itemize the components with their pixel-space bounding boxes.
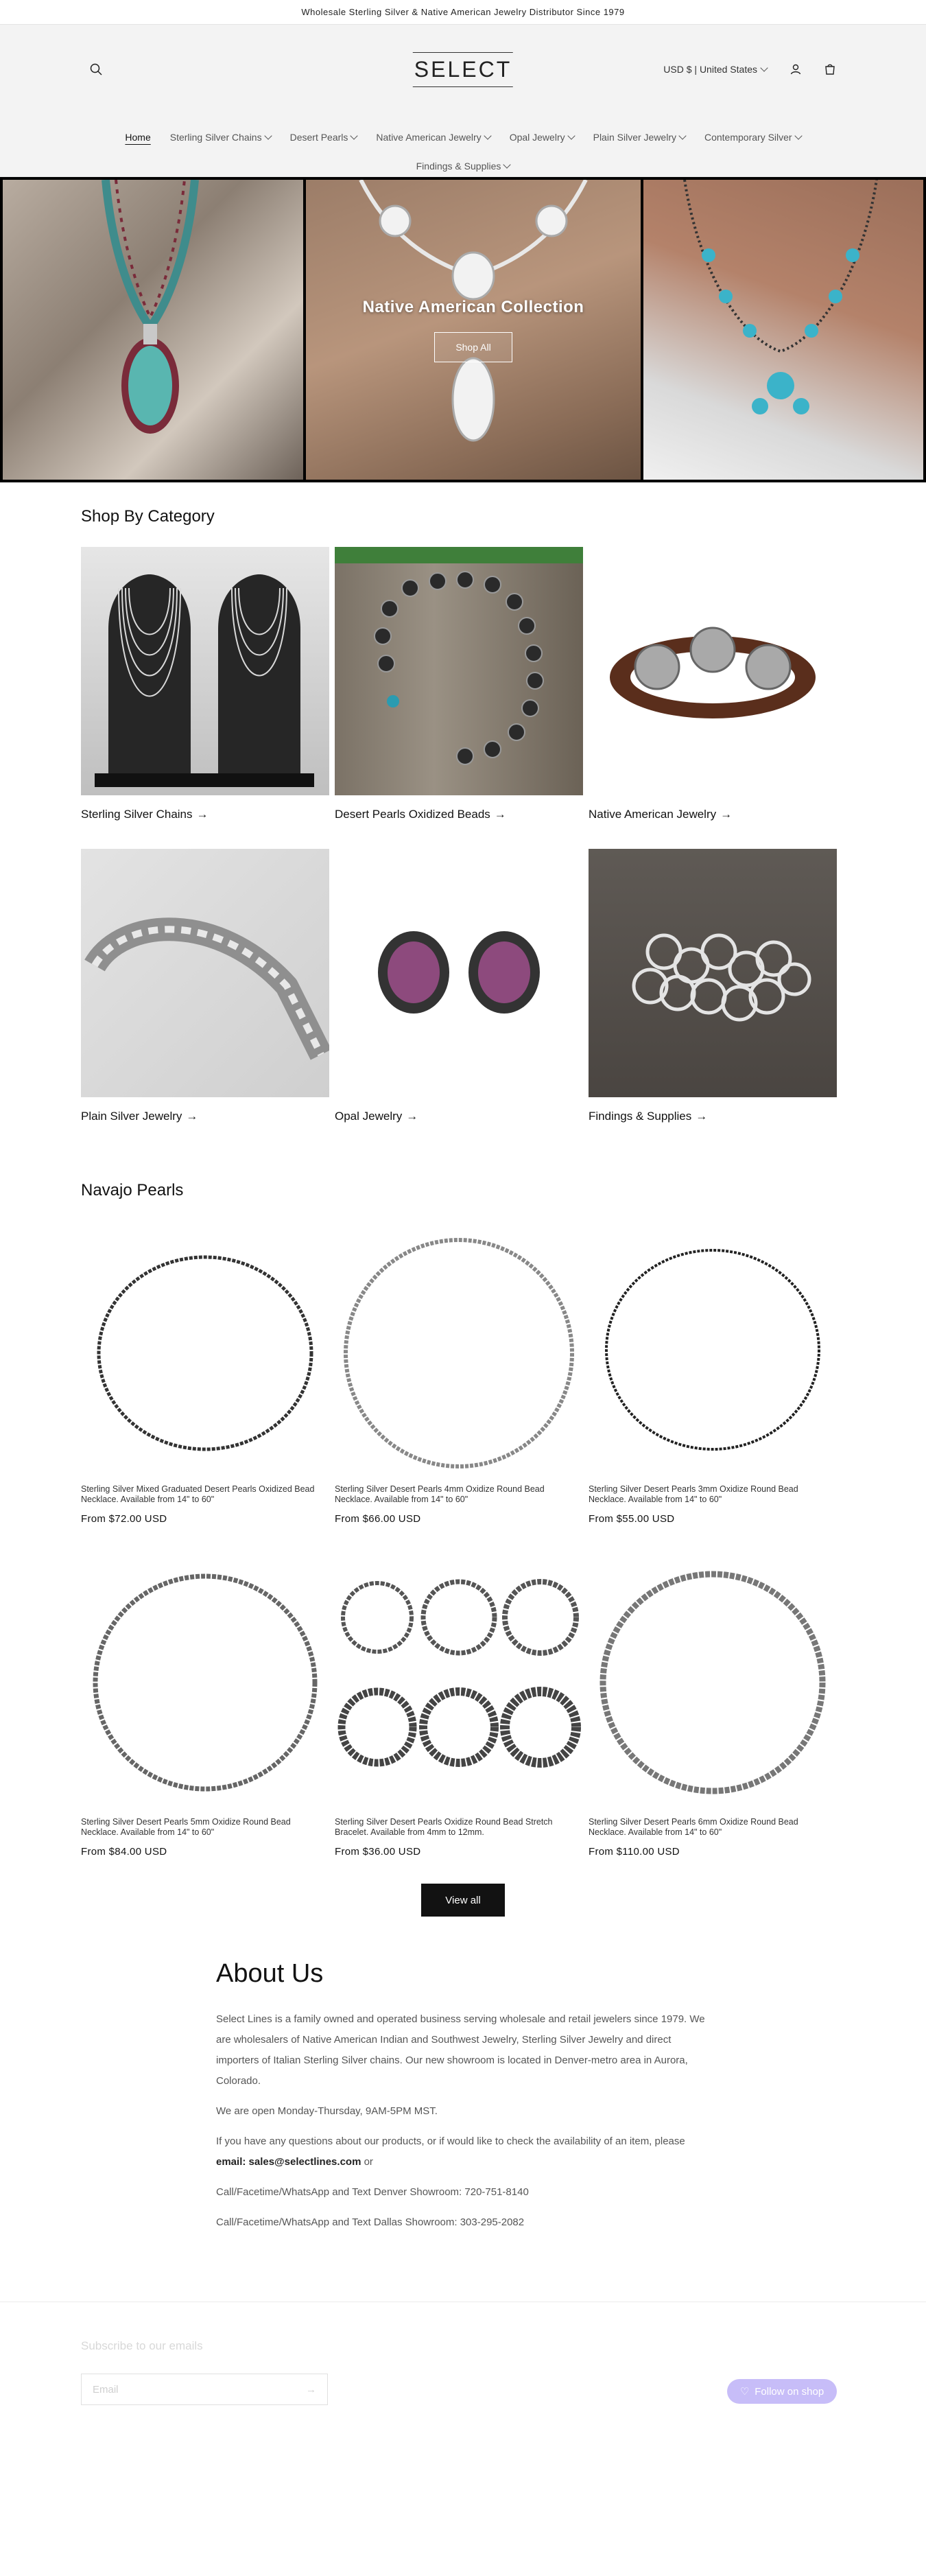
hero-image-white-buffalo-necklace: [306, 180, 641, 480]
email-placeholder: Email: [93, 2383, 119, 2396]
nav-plain-silver-jewelry[interactable]: [593, 132, 685, 143]
currency-label: USD $ | United States: [663, 64, 757, 75]
main-nav-row-2: [0, 161, 926, 172]
category-label: [335, 808, 583, 821]
chevron-down-icon: [794, 132, 802, 139]
product-title: Sterling Silver Desert Pearls 4mm Oxidize Round Bead Necklace. Available from 14" to 60": [335, 1484, 545, 1504]
hero-title: Native American Collection: [362, 297, 584, 316]
product-price: From $55.00 USD: [589, 1513, 675, 1525]
category-label: [589, 808, 837, 821]
product-card[interactable]: [335, 1559, 583, 1858]
view-all-button[interactable]: View all: [421, 1884, 505, 1917]
site-header: [0, 25, 926, 177]
about-contact-paragraph: [216, 2131, 710, 2173]
heart-icon: ♡: [739, 2386, 750, 2398]
search-icon[interactable]: [81, 54, 111, 84]
nav-findings-supplies[interactable]: [416, 161, 510, 172]
chevron-down-icon: [264, 132, 272, 139]
category-image: [335, 849, 583, 1097]
arrow-right-icon: →: [186, 1110, 198, 1123]
nav-label: Home: [125, 132, 151, 143]
chevron-down-icon: [678, 132, 686, 139]
follow-on-shop-button[interactable]: [727, 2379, 837, 2404]
nav-label: Native American Jewelry: [376, 132, 482, 143]
shop-all-button[interactable]: Shop All: [434, 332, 512, 362]
account-icon[interactable]: [781, 54, 811, 84]
arrow-right-icon[interactable]: →: [306, 2383, 316, 2396]
shop-by-category: [81, 482, 845, 1123]
product-image: [335, 1226, 583, 1475]
cart-icon[interactable]: [815, 54, 845, 84]
nav-desert-pearls[interactable]: [290, 132, 357, 143]
chevron-down-icon: [484, 132, 491, 139]
site-logo[interactable]: SELECT: [413, 52, 513, 87]
nav-home[interactable]: [125, 132, 150, 143]
product-card[interactable]: [81, 1559, 329, 1858]
product-price: From $66.00 USD: [335, 1513, 421, 1525]
product-price: From $84.00 USD: [81, 1846, 167, 1858]
chevron-down-icon: [567, 132, 575, 139]
product-card[interactable]: [589, 1559, 837, 1858]
product-title: Sterling Silver Desert Pearls Oxidize Round Bead Stretch Bracelet. Available from 4mm to 12mm.: [335, 1817, 553, 1837]
category-label-text: Native American Jewelry: [589, 808, 717, 821]
nav-label: Sterling Silver Chains: [169, 132, 262, 143]
about-denver-phone: Call/Facetime/WhatsApp and Text Denver Showroom: 720-751-8140: [216, 2186, 529, 2198]
nav-contemporary-silver[interactable]: [704, 132, 801, 143]
category-image: [335, 547, 583, 795]
product-image: [81, 1559, 329, 1807]
chevron-down-icon: [503, 161, 511, 168]
about-hours: We are open Monday-Thursday, 9AM-5PM MST.: [216, 2105, 438, 2117]
product-title: Sterling Silver Desert Pearls 3mm Oxidize Round Bead Necklace. Available from 14" to 60": [589, 1484, 798, 1504]
product-title: Sterling Silver Desert Pearls 6mm Oxidize Round Bead Necklace. Available from 14" to 60": [589, 1817, 798, 1837]
about-contact-text: If you have any questions about our products, or if would like to check the availability of an item, please: [216, 2135, 685, 2147]
follow-label: Follow on shop: [755, 2385, 824, 2398]
category-label-text: Findings & Supplies: [589, 1110, 692, 1123]
site-footer: [0, 2302, 926, 2576]
collection-title: Navajo Pearls: [81, 1181, 184, 1199]
hero-banner: [0, 177, 926, 482]
currency-selector[interactable]: [663, 64, 767, 75]
category-image: [81, 849, 329, 1097]
category-card-native-american-jewelry[interactable]: [589, 547, 837, 821]
subscribe-title: Subscribe to our emails: [81, 2339, 203, 2352]
nav-sterling-silver-chains[interactable]: [170, 132, 271, 143]
product-image: [335, 1559, 583, 1807]
nav-native-american-jewelry[interactable]: [376, 132, 490, 143]
about-email-link[interactable]: email: sales@selectlines.com: [216, 2156, 361, 2168]
view-all-wrap: [81, 1884, 845, 1917]
header-actions: [663, 54, 845, 84]
category-label: [81, 1110, 329, 1123]
about-us-section: [216, 1917, 710, 2302]
category-label-text: Plain Silver Jewelry: [81, 1110, 182, 1123]
main-nav: [0, 132, 926, 143]
announcement-bar: [0, 0, 926, 25]
nav-label: Desert Pearls: [289, 132, 348, 143]
arrow-right-icon: →: [720, 808, 733, 821]
product-price: From $72.00 USD: [81, 1513, 167, 1525]
category-card-plain-silver-jewelry[interactable]: [81, 849, 329, 1123]
nav-label: Opal Jewelry: [509, 132, 565, 143]
hero-image-turquoise-necklace: [3, 180, 303, 480]
category-card-desert-pearls[interactable]: [335, 547, 583, 821]
nav-label: Findings & Supplies: [416, 161, 501, 172]
product-price: From $36.00 USD: [335, 1846, 421, 1858]
nav-label: Contemporary Silver: [704, 132, 792, 143]
email-input[interactable]: [81, 2374, 328, 2405]
product-image: [589, 1559, 837, 1807]
category-label-text: Desert Pearls Oxidized Beads: [335, 808, 490, 821]
product-title: Sterling Silver Mixed Graduated Desert Pearls Oxidized Bead Necklace. Available from 14" to 60": [81, 1484, 315, 1504]
nav-label: Plain Silver Jewelry: [593, 132, 676, 143]
product-card[interactable]: [335, 1226, 583, 1525]
chevron-down-icon: [351, 132, 358, 139]
category-label: [335, 1110, 583, 1123]
category-card-opal-jewelry[interactable]: [335, 849, 583, 1123]
product-card[interactable]: [589, 1226, 837, 1525]
about-dallas-phone: Call/Facetime/WhatsApp and Text Dallas Showroom: 303-295-2082: [216, 2216, 525, 2228]
announcement-text: Wholesale Sterling Silver & Native American Jewelry Distributor Since 1979: [301, 7, 625, 17]
product-card[interactable]: [81, 1226, 329, 1525]
category-card-findings-supplies[interactable]: [589, 849, 837, 1123]
category-card-sterling-silver-chains[interactable]: [81, 547, 329, 821]
arrow-right-icon: →: [696, 1110, 708, 1123]
featured-collection-navajo-pearls: [81, 1123, 845, 1917]
about-title: About Us: [216, 1959, 324, 1988]
arrow-right-icon: →: [494, 808, 506, 821]
product-title: Sterling Silver Desert Pearls 5mm Oxidize Round Bead Necklace. Available from 14" to 60": [81, 1817, 291, 1837]
category-image: [589, 849, 837, 1097]
about-contact-text: or: [361, 2156, 373, 2168]
product-image: [589, 1226, 837, 1475]
about-paragraph: Select Lines is a family owned and operated business serving wholesale and retail jewelers since 1979. We are wholesalers of Native American Indian and Southwest Jewelry, Sterling Silver Jewelry and direct importers of Italian Sterling Silver chains. Our new showroom is located in Denver-metro area in Aurora, Colorado.: [216, 2013, 705, 2087]
category-label-text: Opal Jewelry: [335, 1110, 403, 1123]
hero-content: [306, 180, 641, 480]
category-label-text: Sterling Silver Chains: [81, 808, 193, 821]
product-grid: [81, 1226, 845, 1858]
category-image: [81, 547, 329, 795]
category-section-title: Shop By Category: [81, 507, 215, 526]
product-image: [81, 1226, 329, 1475]
category-grid: [81, 547, 845, 1123]
category-label: [81, 808, 329, 821]
arrow-right-icon: →: [196, 808, 209, 821]
arrow-right-icon: →: [406, 1110, 418, 1123]
hero-image-squash-blossom-necklace: [643, 180, 923, 480]
chevron-down-icon: [760, 64, 768, 71]
nav-opal-jewelry[interactable]: [510, 132, 574, 143]
category-label: [589, 1110, 837, 1123]
category-image: [589, 547, 837, 795]
product-price: From $110.00 USD: [589, 1846, 680, 1858]
